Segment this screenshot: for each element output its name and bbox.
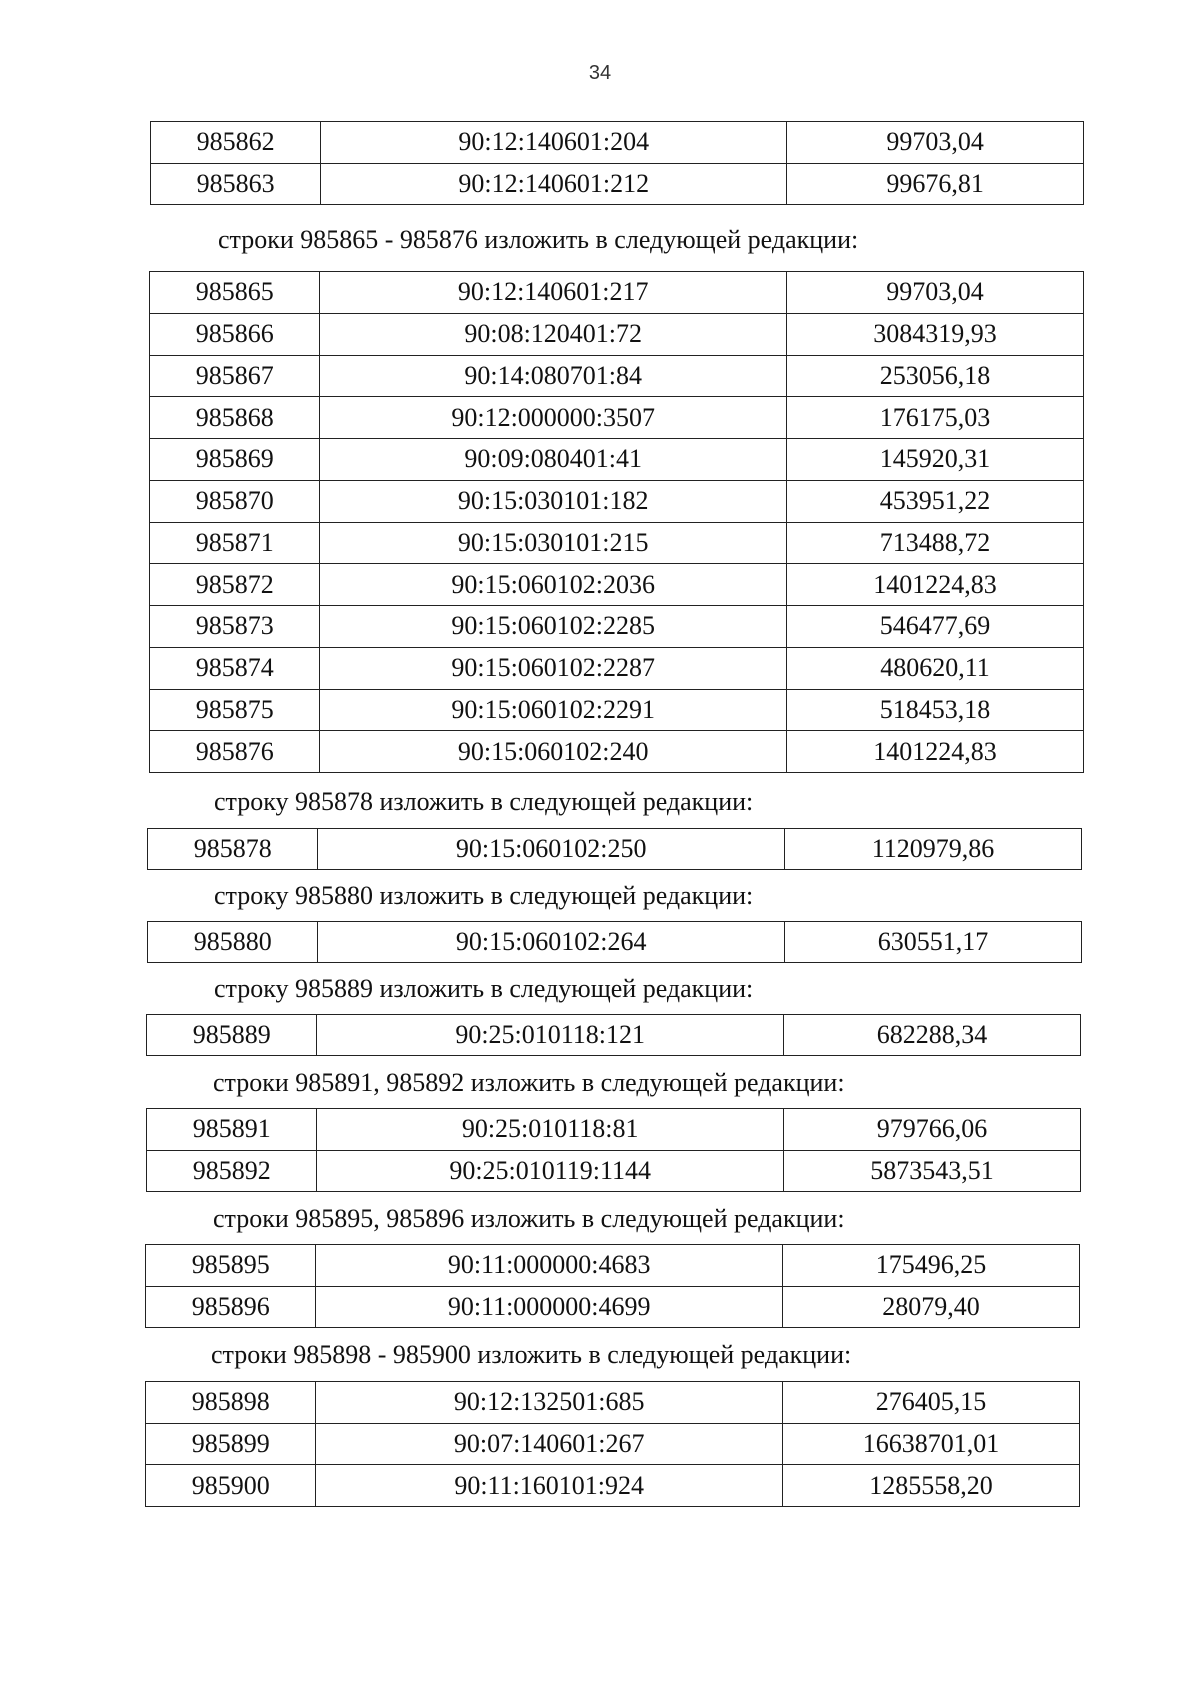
cadastral-number-cell: 90:11:000000:4699 [316,1286,783,1328]
row-number-cell: 985892 [147,1150,317,1192]
value-cell: 453951,22 [786,480,1083,522]
value-cell: 480620,11 [786,647,1083,689]
table-row [150,480,1084,522]
value-cell: 176175,03 [786,397,1083,439]
row-number-cell: 985878 [148,829,318,870]
table-row [146,1245,1080,1287]
row-number-cell: 985863 [151,163,321,205]
value-cell: 546477,69 [786,606,1083,648]
value-cell: 1120979,86 [784,829,1081,870]
value-cell: 99703,04 [787,122,1084,164]
cadastral-number-cell: 90:12:140601:217 [320,272,787,314]
row-number-cell: 985872 [150,564,320,606]
cadastral-number-cell: 90:25:010119:1144 [317,1150,784,1192]
data-table [147,921,1082,963]
data-table [150,121,1084,205]
table-row [147,1015,1081,1056]
table-row [147,1150,1081,1192]
row-number-cell: 985868 [150,397,320,439]
instruction-text: строку 985889 изложить в следующей редакции: [214,974,754,1003]
table-row [150,564,1084,606]
table-row [148,829,1082,870]
row-number-cell: 985898 [146,1382,316,1424]
instruction-text: строки 985895, 985896 изложить в следующей редакции: [213,1204,845,1233]
cadastral-number-cell: 90:12:132501:685 [316,1382,783,1424]
instruction-text: строку 985880 изложить в следующей редакции: [214,881,754,910]
cadastral-number-cell: 90:15:060102:240 [320,731,787,773]
instruction-text: строку 985878 изложить в следующей редакции: [214,787,754,816]
row-number-cell: 985889 [147,1015,317,1056]
table-body [146,1014,1081,1056]
value-cell: 518453,18 [786,689,1083,731]
value-cell: 713488,72 [786,522,1083,564]
row-number-cell: 985899 [146,1423,316,1465]
value-cell: 1285558,20 [782,1465,1079,1507]
instruction-text: строки 985891, 985892 изложить в следующей редакции: [213,1068,845,1097]
data-table [149,271,1084,773]
data-table [145,1381,1080,1507]
table-body [147,921,1082,963]
row-number-cell: 985867 [150,355,320,397]
row-number-cell: 985862 [151,122,321,164]
table-row [147,1109,1081,1151]
cadastral-number-cell: 90:15:060102:2285 [320,606,787,648]
table-row [150,272,1084,314]
row-number-cell: 985873 [150,606,320,648]
cadastral-number-cell: 90:15:060102:2036 [320,564,787,606]
table-row [146,1423,1080,1465]
row-number-cell: 985865 [150,272,320,314]
row-number-cell: 985870 [150,480,320,522]
table-body [145,1244,1080,1328]
cadastral-number-cell: 90:25:010118:121 [317,1015,784,1056]
table-body [149,271,1084,773]
table-row [150,313,1084,355]
cadastral-number-cell: 90:15:060102:2287 [320,647,787,689]
value-cell: 99676,81 [787,163,1084,205]
table-row [150,606,1084,648]
table-body [145,1381,1080,1507]
value-cell: 1401224,83 [786,731,1083,773]
row-number-cell: 985880 [148,922,318,963]
table-row [150,439,1084,481]
row-number-cell: 985866 [150,313,320,355]
table-row [146,1286,1080,1328]
page-number: 34 [588,62,612,84]
data-table [147,828,1082,870]
table-row [148,922,1082,963]
cadastral-number-cell: 90:14:080701:84 [320,355,787,397]
table-body [150,121,1084,205]
table-row [150,397,1084,439]
value-cell: 16638701,01 [782,1423,1079,1465]
instruction-text: строки 985865 - 985876 изложить в следующей редакции: [218,225,859,254]
value-cell: 28079,40 [782,1286,1079,1328]
value-cell: 253056,18 [786,355,1083,397]
value-cell: 630551,17 [784,922,1081,963]
table-row [150,355,1084,397]
table-body [147,828,1082,870]
cadastral-number-cell: 90:08:120401:72 [320,313,787,355]
value-cell: 3084319,93 [786,313,1083,355]
table-row [146,1465,1080,1507]
row-number-cell: 985871 [150,522,320,564]
table-row [150,689,1084,731]
value-cell: 99703,04 [786,272,1083,314]
table-row [150,522,1084,564]
value-cell: 175496,25 [782,1245,1079,1287]
cadastral-number-cell: 90:12:140601:204 [321,122,787,164]
row-number-cell: 985869 [150,439,320,481]
cadastral-number-cell: 90:12:140601:212 [321,163,787,205]
value-cell: 276405,15 [782,1382,1079,1424]
cadastral-number-cell: 90:15:030101:182 [320,480,787,522]
row-number-cell: 985876 [150,731,320,773]
cadastral-number-cell: 90:11:000000:4683 [316,1245,783,1287]
cadastral-number-cell: 90:15:030101:215 [320,522,787,564]
cadastral-number-cell: 90:15:060102:264 [318,922,785,963]
table-row [146,1382,1080,1424]
cadastral-number-cell: 90:07:140601:267 [316,1423,783,1465]
table-row [150,731,1084,773]
row-number-cell: 985875 [150,689,320,731]
row-number-cell: 985874 [150,647,320,689]
table-row [151,122,1084,164]
table-body [146,1108,1081,1192]
value-cell: 682288,34 [783,1015,1080,1056]
cadastral-number-cell: 90:15:060102:2291 [320,689,787,731]
data-table [146,1014,1081,1056]
row-number-cell: 985900 [146,1465,316,1507]
value-cell: 5873543,51 [783,1150,1080,1192]
value-cell: 1401224,83 [786,564,1083,606]
table-row [150,647,1084,689]
data-table [146,1108,1081,1192]
row-number-cell: 985896 [146,1286,316,1328]
row-number-cell: 985895 [146,1245,316,1287]
value-cell: 979766,06 [783,1109,1080,1151]
row-number-cell: 985891 [147,1109,317,1151]
cadastral-number-cell: 90:12:000000:3507 [320,397,787,439]
data-table [145,1244,1080,1328]
instruction-text: строки 985898 - 985900 изложить в следующей редакции: [211,1340,852,1369]
cadastral-number-cell: 90:25:010118:81 [317,1109,784,1151]
cadastral-number-cell: 90:15:060102:250 [318,829,785,870]
cadastral-number-cell: 90:09:080401:41 [320,439,787,481]
table-row [151,163,1084,205]
value-cell: 145920,31 [786,439,1083,481]
cadastral-number-cell: 90:11:160101:924 [316,1465,783,1507]
